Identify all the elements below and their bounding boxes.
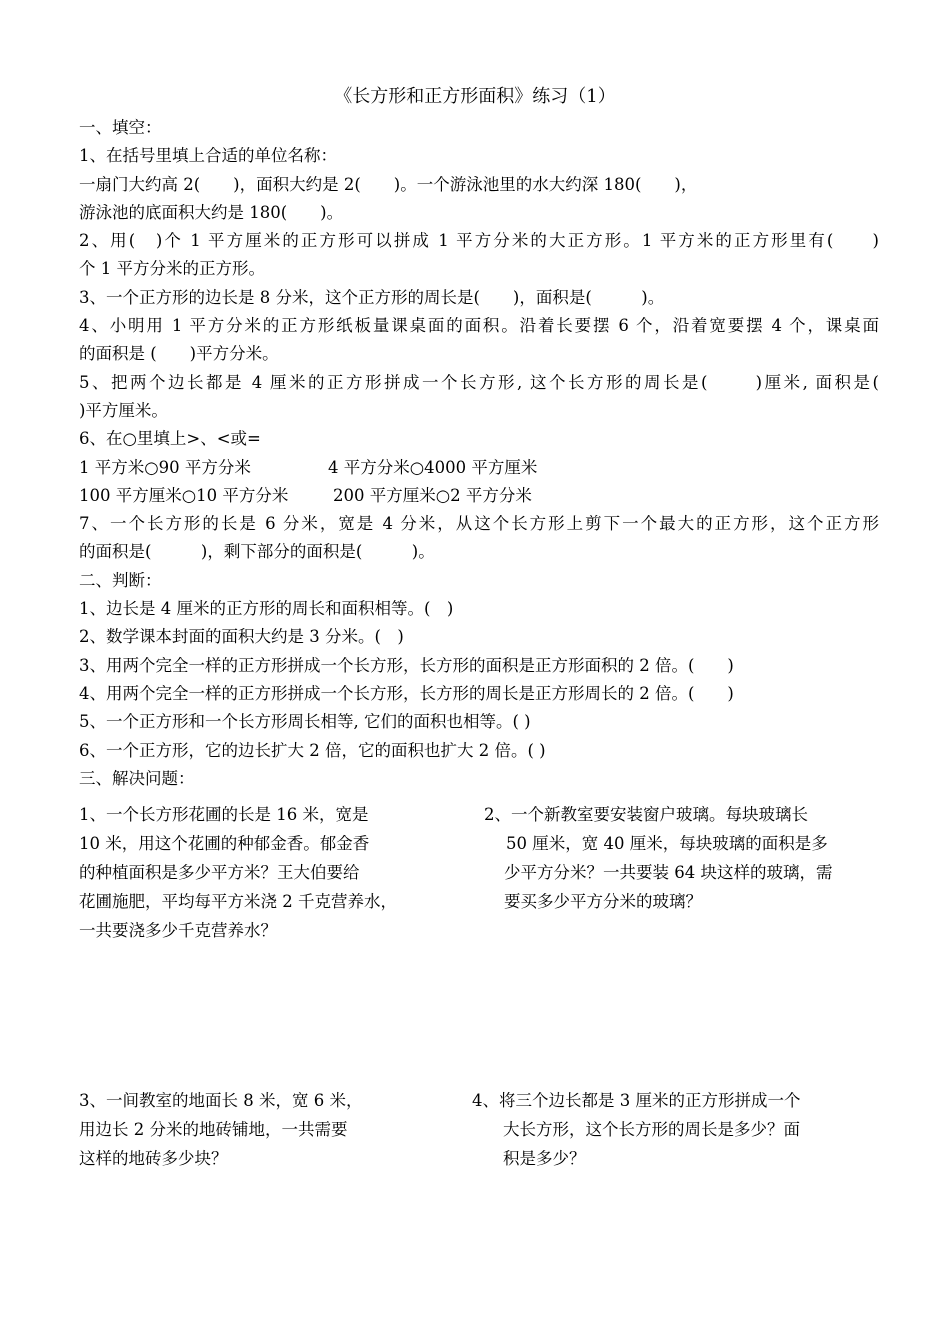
q6-compare-b: 4 平方分米○4000 平方厘米	[328, 457, 538, 477]
section2-heading: 二、判断：	[79, 570, 162, 590]
problem-3-line: 3、一间教室的地面长 8 米，宽 6 米，	[79, 1091, 363, 1110]
problem-1-line: 10 米，用这个花圃的种郁金香。郁金香	[79, 834, 370, 853]
q2-line1: 2、用( )个 1 平方厘米的正方形可以拼成 1 平方分米的大正方形。1 平方米的正方形里有( )	[79, 231, 879, 251]
q6-text: 6、在○里填上>、<或=	[79, 429, 261, 449]
problem-3-line: 这样的地砖多少块？	[79, 1149, 228, 1168]
problem-3	[79, 1086, 362, 1173]
q4-line1: 4、小明用 1 平方分米的正方形纸板量课桌面的面积。沿着长要摆 6 个，沿着宽要摆 4 个，课桌面	[79, 316, 879, 336]
judge-item: 4、用两个完全一样的正方形拼成一个长方形，长方形的周长是正方形周长的 2 倍。( )	[79, 683, 734, 703]
q1-line1: 一扇门大约高 2( )，面积大约是 2( )。一个游泳池里的水大约深 180( )，	[79, 174, 698, 194]
q5-line1: 5、把两个边长都是 4 厘米的正方形拼成一个长方形, 这个长方形的周长是( )厘米, 面积是(	[79, 372, 879, 392]
judge-item: 1、边长是 4 厘米的正方形的周长和面积相等。( )	[79, 599, 454, 619]
problem-1	[79, 800, 397, 945]
q3-text: 3、一个正方形的边长是 8 分米，这个正方形的周长是( )，面积是( )。	[79, 287, 665, 307]
q6-row2	[79, 482, 879, 510]
worksheet-title: 《长方形和正方形面积》练习（1）	[334, 86, 616, 107]
problem-4	[472, 1086, 801, 1173]
problem-2-line: 少平方分米？一共要装 64 块这样的玻璃，需	[504, 863, 833, 882]
judge-item: 5、一个正方形和一个长方形周长相等, 它们的面积也相等。( )	[79, 712, 531, 732]
judge-item: 6、一个正方形，它的边长扩大 2 倍，它的面积也扩大 2 倍。( )	[79, 740, 546, 760]
q1-text: 1、在括号里填上合适的单位名称：	[79, 146, 337, 166]
problem-4-line: 积是多少？	[503, 1149, 586, 1168]
problem-1-line: 一共要浇多少千克营养水？	[79, 921, 277, 940]
q4-line2: 的面积是 ( )平方分米。	[79, 344, 279, 364]
section1-heading: 一、填空：	[79, 118, 162, 137]
judge-item: 2、数学课本封面的面积大约是 3 分米。( )	[79, 627, 404, 647]
problem-2-line: 50 厘米，宽 40 厘米，每块玻璃的面积是多	[506, 834, 828, 853]
q7-line1: 7、一个长方形的长是 6 分米，宽是 4 分米，从这个长方形上剪下一个最大的正方形，这个正方形	[79, 514, 879, 534]
section3-heading: 三、解决问题：	[79, 768, 195, 788]
q6-row1	[79, 454, 879, 482]
q6-compare-c: 100 平方厘米○10 平方分米	[79, 485, 289, 505]
problem-2-line: 2、一个新教室要安装窗户玻璃。每块玻璃长	[484, 805, 808, 824]
main-column	[79, 114, 879, 793]
q1-line2: 游泳池的底面积大约是 180( )。	[79, 202, 344, 222]
q5-line2: )平方厘米。	[79, 400, 168, 420]
q6-compare-d: 200 平方厘米○2 平方分米	[333, 485, 532, 505]
problem-2-line: 要买多少平方分米的玻璃？	[504, 892, 702, 911]
judge-item: 3、用两个完全一样的正方形拼成一个长方形，长方形的面积是正方形面积的 2 倍。( )	[79, 655, 734, 675]
problem-3-line: 用边长 2 分米的地砖铺地，一共需要	[79, 1120, 348, 1139]
problem-4-line: 4、将三个边长都是 3 厘米的正方形拼成一个	[472, 1091, 801, 1110]
problem-4-line: 大长方形，这个长方形的周长是多少？面	[503, 1120, 800, 1139]
q2-line2: 个 1 平方分米的正方形。	[79, 259, 265, 279]
q7-line2: 的面积是( )，剩下部分的面积是( )。	[79, 542, 435, 562]
problem-1-line: 1、一个长方形花圃的长是 16 米，宽是	[79, 805, 369, 824]
problem-2	[484, 800, 833, 916]
problem-1-line: 的种植面积是多少平方米？王大伯要给	[79, 863, 360, 882]
q6-compare-a: 1 平方米○90 平方分米	[79, 457, 251, 477]
problem-1-line: 花圃施肥，平均每平方米浇 2 千克营养水，	[79, 892, 397, 911]
